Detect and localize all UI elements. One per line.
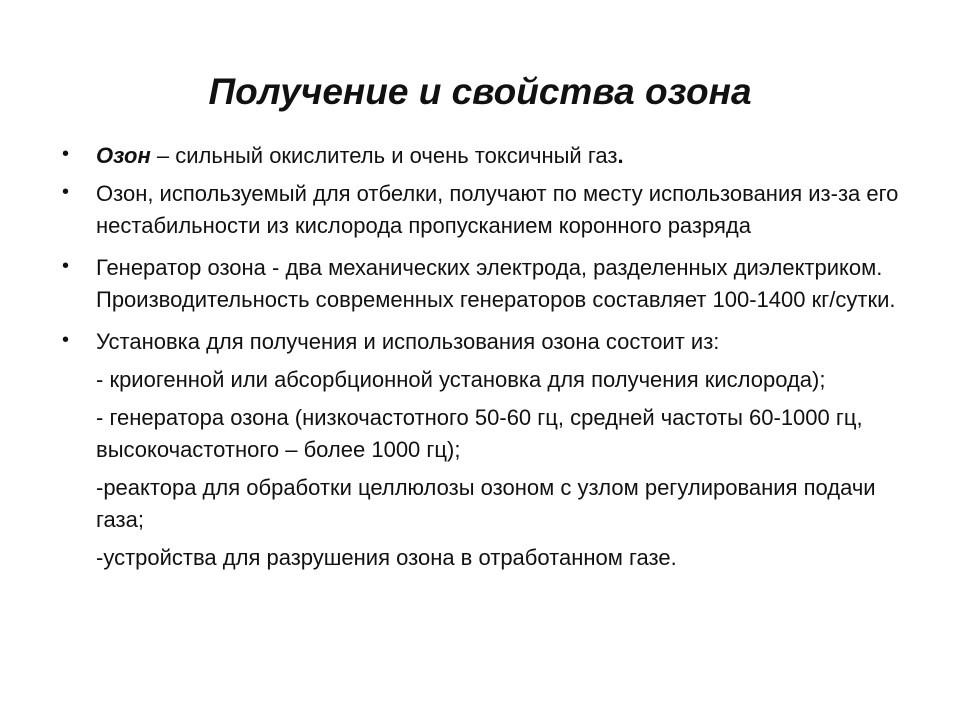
bullet-item-ozone-definition — [62, 140, 922, 172]
sub-item-oxygen-unit: - криогенной или абсорбционной установка для получения кислорода); — [96, 367, 826, 392]
slide-content — [62, 140, 922, 574]
bullet-dot-icon: • — [62, 143, 70, 165]
sub-item-ozone-generator: - генератора озона (низкочастотного 50-60 гц, средней частоты 60-1000 гц, высокочастотного – более 1000 гц); — [96, 405, 863, 462]
term-ozone: Озон — [96, 143, 151, 168]
bullet-item-installation — [62, 326, 922, 358]
bullet-text: Установка для получения и использования озона состоит из: — [96, 329, 720, 354]
bullet-text: Генератор озона - два механических электрода, разделенных диэлектриком. Производительность современных генераторов составляет 100-1400 кг/сутки. — [96, 255, 896, 312]
bullet-text-period: . — [617, 143, 624, 168]
bullet-item-ozone-production — [62, 178, 922, 242]
bullet-dot-icon: • — [62, 255, 70, 277]
bullet-text: Озон, используемый для отбелки, получают по месту использования из-за его нестабильности из кислорода пропусканием коронного разряда — [96, 181, 899, 238]
bullet-item-ozone-generator — [62, 252, 922, 316]
sub-item-destruction-device: -устройства для разрушения озона в отработанном газе. — [96, 545, 677, 570]
sub-item-reactor: -реактора для обработки целлюлозы озоном с узлом регулирования подачи газа; — [96, 475, 876, 532]
bullet-dot-icon: • — [62, 329, 70, 351]
slide-title: Получение и свойства озона — [208, 71, 752, 112]
bullet-dot-icon: • — [62, 181, 70, 203]
bullet-text: – сильный окислитель и очень токсичный газ — [150, 143, 618, 168]
